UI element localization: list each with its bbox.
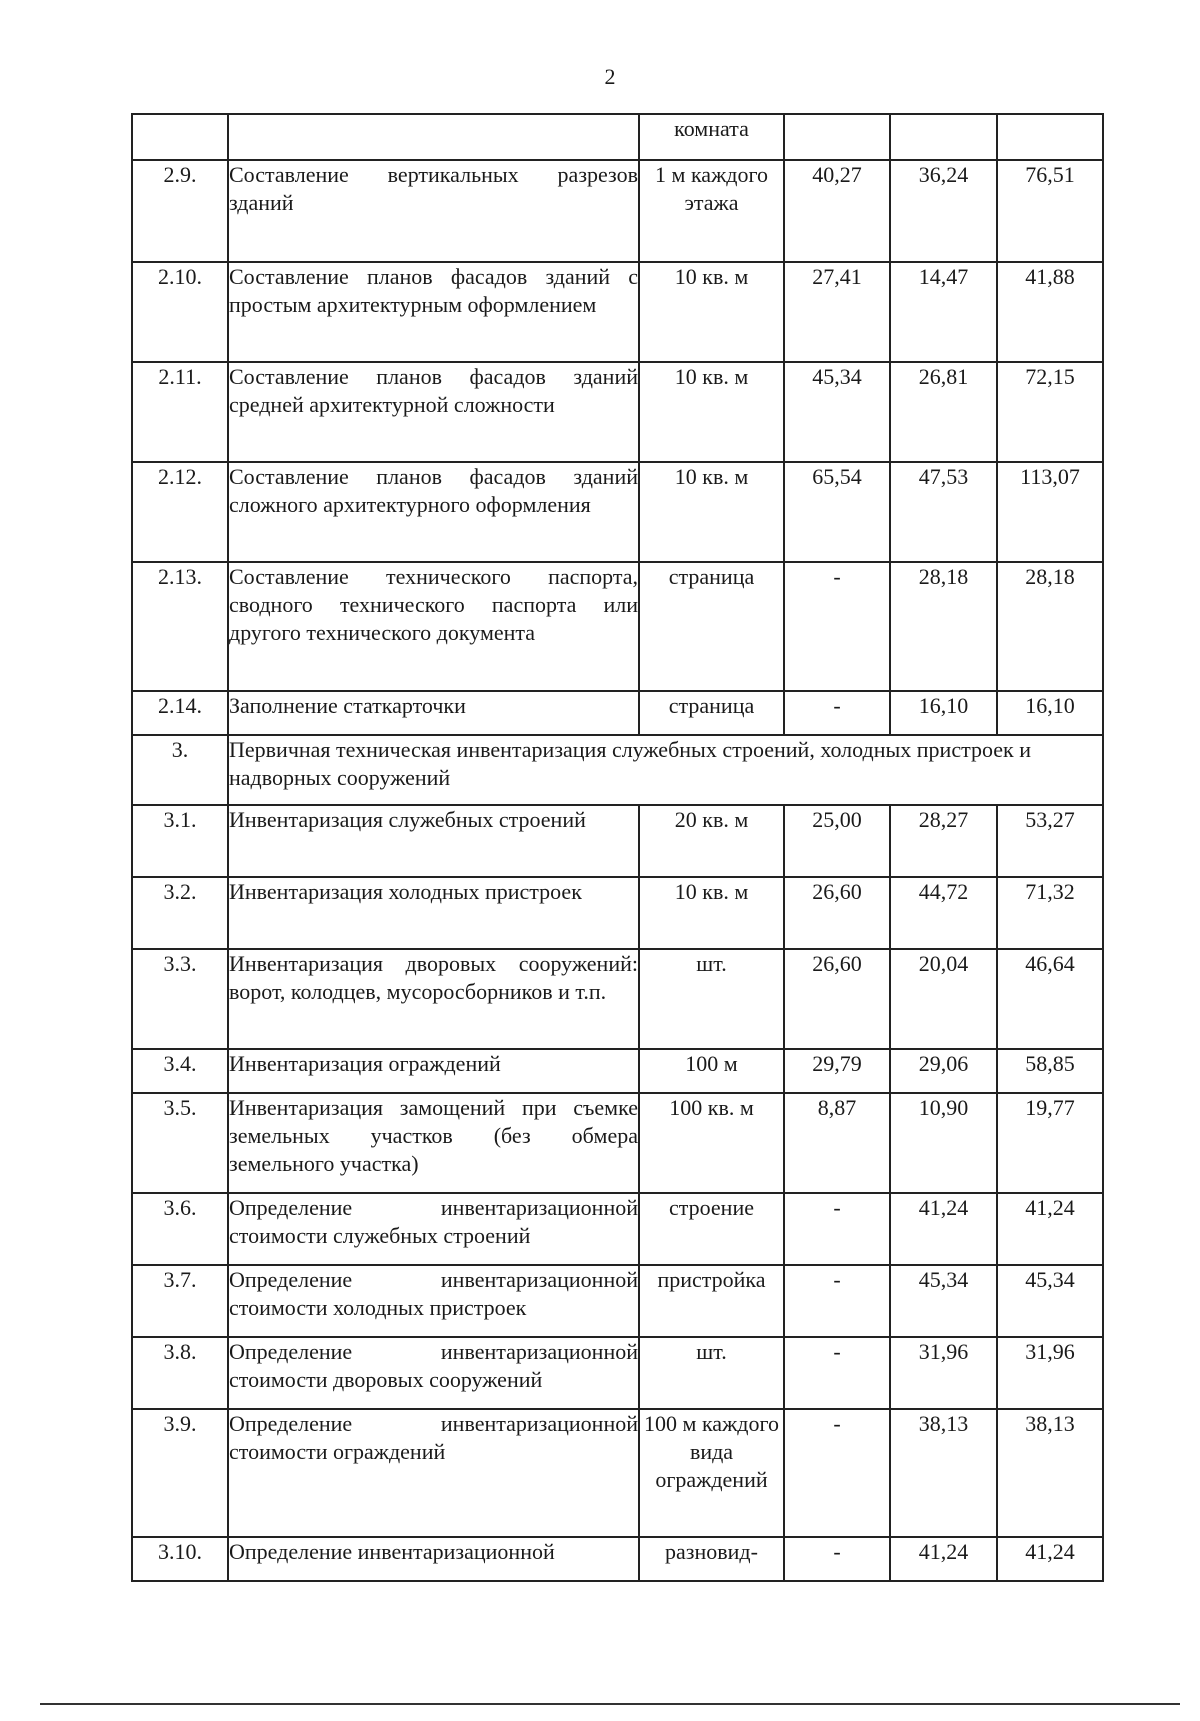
value-cost-1: - [784, 1265, 890, 1337]
work-name: Определение инвентаризационной [228, 1537, 639, 1581]
value-cost-1: 29,79 [784, 1049, 890, 1093]
value-cost-2: 47,53 [890, 462, 997, 562]
row-number: 2.13. [132, 562, 228, 691]
value-cost-2: 31,96 [890, 1337, 997, 1409]
value-cost-2: 20,04 [890, 949, 997, 1049]
table-row [132, 1049, 1103, 1093]
value-cost-2: 44,72 [890, 877, 997, 949]
value-cost-2: 38,13 [890, 1409, 997, 1537]
work-name: Составление вертикальных разрезов зданий [228, 160, 639, 262]
table-row [132, 1265, 1103, 1337]
unit-of-measure: комната [639, 114, 784, 160]
table-row [132, 1409, 1103, 1537]
value-cost-2: 41,24 [890, 1193, 997, 1265]
tariff-table [131, 113, 1104, 1582]
value-cost-1: - [784, 1193, 890, 1265]
value-total: 28,18 [997, 562, 1103, 691]
value-total: 72,15 [997, 362, 1103, 462]
section-title: Первичная техническая инвентаризация служебных строений, холодных пристроек и надворных сооружений [228, 735, 1103, 805]
value-total: 71,32 [997, 877, 1103, 949]
value-total: 31,96 [997, 1337, 1103, 1409]
row-number: 3.8. [132, 1337, 228, 1409]
table-row [132, 1093, 1103, 1193]
work-name: Составление технического паспорта, сводного технического паспорта или другого технического документа [228, 562, 639, 691]
value-cost-1: - [784, 1337, 890, 1409]
value-cost-1: 25,00 [784, 805, 890, 877]
row-number [132, 114, 228, 160]
row-number: 3. [132, 735, 228, 805]
value-cost-1: 40,27 [784, 160, 890, 262]
value-total: 16,10 [997, 691, 1103, 735]
row-number: 3.4. [132, 1049, 228, 1093]
table-row [132, 1193, 1103, 1265]
value-total: 41,24 [997, 1193, 1103, 1265]
row-number: 2.12. [132, 462, 228, 562]
work-name: Определение инвентаризационной стоимости дворовых сооружений [228, 1337, 639, 1409]
row-number: 3.2. [132, 877, 228, 949]
work-name: Заполнение статкарточки [228, 691, 639, 735]
value-cost-2: 45,34 [890, 1265, 997, 1337]
table-row [132, 362, 1103, 462]
value-total: 53,27 [997, 805, 1103, 877]
value-cost-2: 10,90 [890, 1093, 997, 1193]
value-total: 76,51 [997, 160, 1103, 262]
value-cost-2: 36,24 [890, 160, 997, 262]
table-row [132, 1537, 1103, 1581]
work-name [228, 114, 639, 160]
unit-of-measure: 1 м каждого этажа [639, 160, 784, 262]
value-total: 41,24 [997, 1537, 1103, 1581]
value-cost-2: 14,47 [890, 262, 997, 362]
table-row [132, 262, 1103, 362]
row-number: 3.9. [132, 1409, 228, 1537]
work-name: Определение инвентаризационной стоимости ограждений [228, 1409, 639, 1537]
unit-of-measure: 100 м [639, 1049, 784, 1093]
value-total: 45,34 [997, 1265, 1103, 1337]
row-number: 3.5. [132, 1093, 228, 1193]
work-name: Инвентаризация ограждений [228, 1049, 639, 1093]
value-cost-1: 27,41 [784, 262, 890, 362]
table-row [132, 877, 1103, 949]
value-cost-1: 45,34 [784, 362, 890, 462]
row-number: 2.11. [132, 362, 228, 462]
value-cost-1: - [784, 1409, 890, 1537]
value-total: 41,88 [997, 262, 1103, 362]
table-row [132, 805, 1103, 877]
page-number: 2 [604, 64, 616, 89]
unit-of-measure: 10 кв. м [639, 262, 784, 362]
table-row [132, 1337, 1103, 1409]
value-cost-2: 16,10 [890, 691, 997, 735]
unit-of-measure: шт. [639, 949, 784, 1049]
unit-of-measure: шт. [639, 1337, 784, 1409]
value-cost-2 [890, 114, 997, 160]
work-name: Инвентаризация дворовых сооружений: ворот, колодцев, мусоросборников и т.п. [228, 949, 639, 1049]
value-cost-2: 26,81 [890, 362, 997, 462]
value-total: 19,77 [997, 1093, 1103, 1193]
unit-of-measure: 100 кв. м [639, 1093, 784, 1193]
value-cost-1: 26,60 [784, 949, 890, 1049]
unit-of-measure: страница [639, 691, 784, 735]
table-row [132, 114, 1103, 160]
table-body [132, 114, 1103, 1581]
value-cost-1 [784, 114, 890, 160]
unit-of-measure: строение [639, 1193, 784, 1265]
value-cost-1: 26,60 [784, 877, 890, 949]
row-number: 3.3. [132, 949, 228, 1049]
work-name: Определение инвентаризационной стоимости холодных пристроек [228, 1265, 639, 1337]
value-total [997, 114, 1103, 160]
table-row [132, 160, 1103, 262]
table-row [132, 949, 1103, 1049]
row-number: 3.1. [132, 805, 228, 877]
unit-of-measure: 100 м каждого вида ограждений [639, 1409, 784, 1537]
table-row [132, 462, 1103, 562]
value-total: 58,85 [997, 1049, 1103, 1093]
work-name: Инвентаризация холодных пристроек [228, 877, 639, 949]
value-cost-2: 28,18 [890, 562, 997, 691]
value-cost-1: 65,54 [784, 462, 890, 562]
unit-of-measure: 20 кв. м [639, 805, 784, 877]
work-name: Составление планов фасадов зданий сложного архитектурного оформления [228, 462, 639, 562]
unit-of-measure: пристройка [639, 1265, 784, 1337]
row-number: 2.10. [132, 262, 228, 362]
value-total: 46,64 [997, 949, 1103, 1049]
work-name: Инвентаризация замощений при съемке земельных участков (без обмера земельного участка) [228, 1093, 639, 1193]
row-number: 2.9. [132, 160, 228, 262]
value-cost-2: 41,24 [890, 1537, 997, 1581]
value-cost-2: 28,27 [890, 805, 997, 877]
section-row [132, 735, 1103, 805]
value-total: 38,13 [997, 1409, 1103, 1537]
bottom-rule [40, 1703, 1180, 1705]
value-cost-1: 8,87 [784, 1093, 890, 1193]
unit-of-measure: 10 кв. м [639, 877, 784, 949]
row-number: 3.6. [132, 1193, 228, 1265]
table-row [132, 691, 1103, 735]
work-name: Составление планов фасадов зданий средней архитектурной сложности [228, 362, 639, 462]
unit-of-measure: страница [639, 562, 784, 691]
value-cost-2: 29,06 [890, 1049, 997, 1093]
row-number: 2.14. [132, 691, 228, 735]
unit-of-measure: 10 кв. м [639, 462, 784, 562]
unit-of-measure: разновид- [639, 1537, 784, 1581]
value-cost-1: - [784, 562, 890, 691]
value-cost-1: - [784, 1537, 890, 1581]
work-name: Определение инвентаризационной стоимости служебных строений [228, 1193, 639, 1265]
unit-of-measure: 10 кв. м [639, 362, 784, 462]
row-number: 3.7. [132, 1265, 228, 1337]
table-row [132, 562, 1103, 691]
value-cost-1: - [784, 691, 890, 735]
row-number: 3.10. [132, 1537, 228, 1581]
work-name: Составление планов фасадов зданий с простым архитектурным оформлением [228, 262, 639, 362]
value-total: 113,07 [997, 462, 1103, 562]
work-name: Инвентаризация служебных строений [228, 805, 639, 877]
